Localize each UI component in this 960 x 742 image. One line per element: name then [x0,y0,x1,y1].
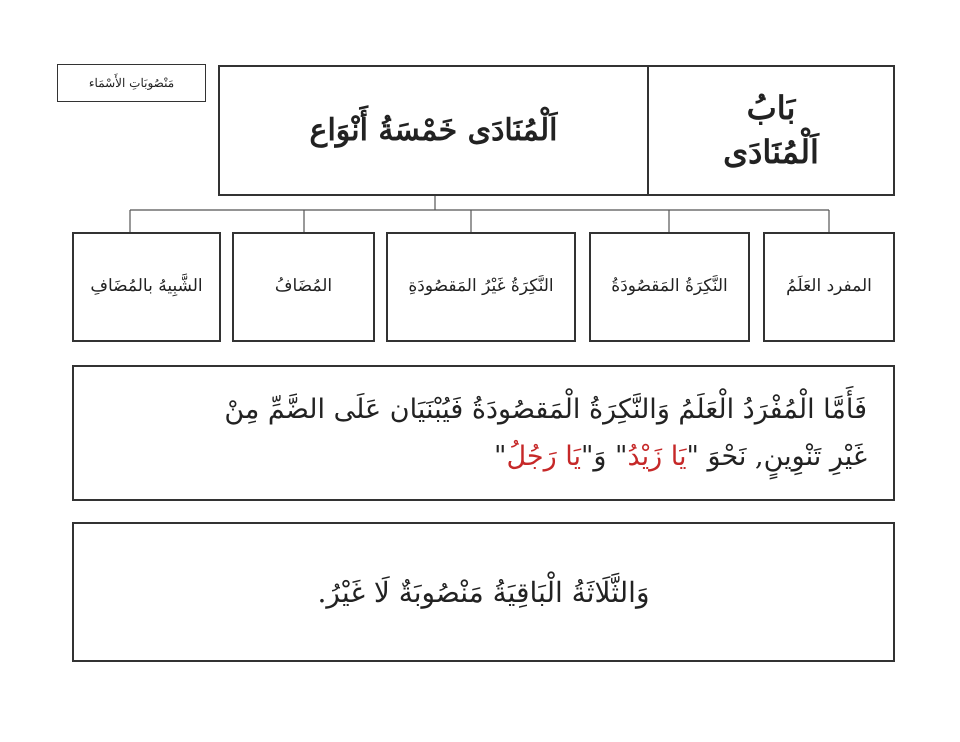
type-label-5: الشَّبِيهُ بالمُضَافِ [90,276,203,297]
rule-line-2-prefix: غَيْرِ تَنْوِينٍ, نَحْوَ " [686,441,867,472]
rule-line-2-mid: " وَ" [580,441,628,472]
diagram-title-text: اَلْمُنَادَى خَمْسَةُ أَنْوَاع [309,113,558,148]
type-box-5 [72,232,221,342]
rule-line-2-suffix: " [494,441,507,472]
rule-line-1: فَأَمَّا الْمُفْرَدُ الْعَلَمُ وَالنَّكِرَةُ الْمَقصُودَةُ فَيُبْنَيَان عَلَى الضَّمِّ مِنْ [224,393,867,425]
remaining-rule-box [72,522,895,662]
type-label-4: المُضَافُ [274,276,333,297]
rule-line-2 [100,433,867,480]
remaining-rule-text: وَالثَّلَاثَةُ الْبَاقِيَةُ مَنْصُوبَةٌ لَا غَيْرُ. [317,575,650,609]
type-box-1 [763,232,895,342]
rule-box [72,365,895,501]
chapter-heading [647,65,895,196]
category-tag-label: مَنْصُوبَاتِ الأَسْمَاء [88,76,175,90]
type-box-3 [386,232,576,342]
type-box-4 [232,232,375,342]
diagram-title [218,65,649,196]
example-ya-zaydu: يَا زَيْدُ [627,441,687,472]
type-label-2: النَّكِرَةُ المَقصُودَةُ [611,276,728,297]
type-label-3: النَّكِرَةُ غَيْرُ المَقصُودَةِ [408,276,554,297]
type-box-2 [589,232,750,342]
chapter-heading-line1: بَابُ [746,89,796,128]
type-label-1: المفرد العَلَمُ [786,276,872,297]
category-tag [57,64,206,102]
example-ya-rajulu: يَا رَجُلُ [506,441,581,472]
chapter-heading-line2: اَلْمُنَادَى [723,132,819,171]
